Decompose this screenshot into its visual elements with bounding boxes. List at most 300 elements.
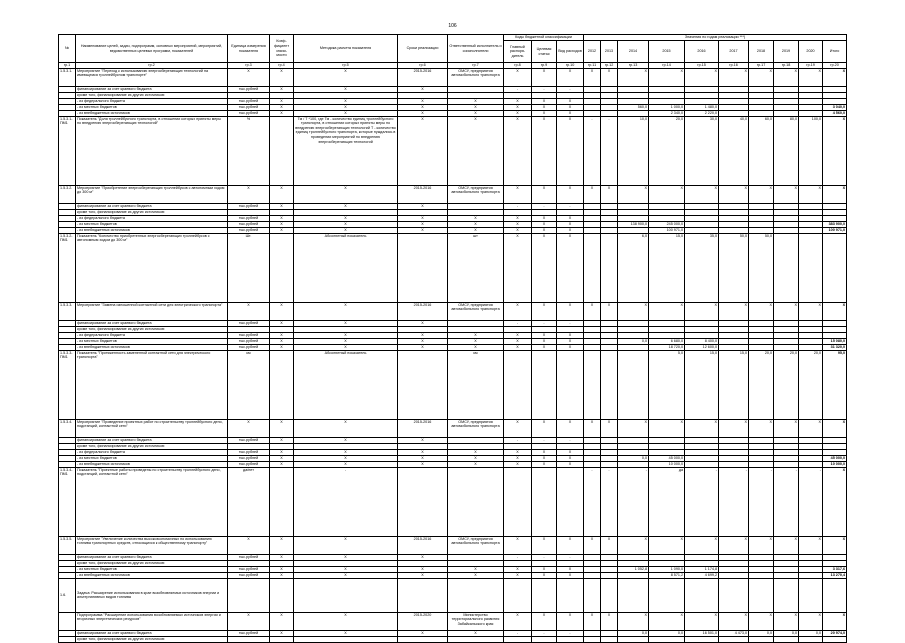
table-cell: X xyxy=(270,302,294,320)
table-cell: финансирование за счет краевого бюджета xyxy=(76,630,228,636)
header-kbk-target: Целевая статья xyxy=(532,41,557,63)
table-cell: X xyxy=(557,227,584,233)
column-number-cell: гр.18 xyxy=(774,63,799,69)
header-kbk-type: Вид расходов xyxy=(557,41,584,63)
table-cell: X xyxy=(228,185,270,203)
table-cell: 8 571,2 xyxy=(649,572,685,578)
table-cell: X xyxy=(557,449,584,455)
program-table xyxy=(58,34,847,643)
table-cell: X xyxy=(448,116,504,185)
header-num: № xyxy=(59,35,76,63)
header-year: 2013 xyxy=(601,41,618,63)
table-cell: X xyxy=(774,419,799,437)
table-cell: тыс.рублей xyxy=(228,110,270,116)
table-cell xyxy=(294,636,398,642)
header-kbk-main: Главный распоря-дитель xyxy=(504,41,532,63)
table-cell: X xyxy=(294,221,398,227)
table-cell: X xyxy=(294,68,398,86)
table-cell: - xyxy=(749,467,774,536)
table-cell xyxy=(398,350,448,419)
table-cell: - из внебюджетных источников xyxy=(76,572,228,578)
table-cell: X xyxy=(270,203,294,209)
table-row xyxy=(59,578,847,612)
table-cell: 0,0 xyxy=(618,630,649,636)
table-cell xyxy=(774,578,799,612)
table-cell: X xyxy=(618,302,649,320)
column-number-cell: гр.7 xyxy=(448,63,504,69)
table-cell xyxy=(270,578,294,612)
table-cell: X xyxy=(799,68,823,86)
table-cell: - xyxy=(557,437,584,443)
table-cell: тыс.рублей xyxy=(228,332,270,338)
table-cell xyxy=(398,467,448,536)
table-cell: X xyxy=(557,233,584,302)
table-cell: - xyxy=(774,467,799,536)
table-cell: X xyxy=(799,612,823,630)
table-cell: - xyxy=(557,203,584,209)
table-cell xyxy=(557,467,584,536)
table-cell xyxy=(823,578,847,612)
column-number-cell: гр.17 xyxy=(749,63,774,69)
table-cell: X xyxy=(398,215,448,221)
header-term: Сроки реализации xyxy=(398,35,448,63)
table-cell: 0,0 xyxy=(774,630,799,636)
table-cell: X xyxy=(557,185,584,203)
table-cell: X xyxy=(532,612,557,630)
table-cell: X xyxy=(270,554,294,560)
table-cell: X xyxy=(398,227,448,233)
table-cell xyxy=(557,350,584,419)
table-cell: X xyxy=(294,203,398,209)
table-cell: 20,0 xyxy=(749,350,774,419)
table-cell: X xyxy=(294,104,398,110)
table-cell: 1.5.3.1-ПМ1 xyxy=(59,116,76,185)
table-cell: - xyxy=(719,467,749,536)
table-cell xyxy=(398,636,448,642)
table-cell: X xyxy=(294,455,398,461)
column-number-cell: гр.20 xyxy=(823,63,847,69)
table-cell: 31 320,0 xyxy=(823,344,847,350)
table-cell: Задача: Расширение использования в крае возобновляемых источников энергии и альтернативных видов топлива xyxy=(76,578,228,612)
table-cell: ОМСУ, предприятия автомобильного транспорта xyxy=(448,302,504,320)
header-name: Наименование целей, задач, подпрограмм, основных мероприятий, мероприятий, ведомственных целевых программ, показателей xyxy=(76,35,228,63)
table-cell: 6,0 xyxy=(618,233,649,302)
table-cell: - xyxy=(504,437,532,443)
table-cell: финансирование за счет краевого бюджета xyxy=(76,86,228,92)
table-cell: X xyxy=(532,332,557,338)
table-cell: X xyxy=(398,116,448,185)
column-number-cell: гр.3 xyxy=(228,63,270,69)
table-cell: X xyxy=(294,554,398,560)
table-cell: X xyxy=(270,437,294,443)
table-cell: X xyxy=(532,185,557,203)
table-cell: 4 473,0 xyxy=(719,630,749,636)
table-cell: X xyxy=(823,612,847,630)
table-cell: 60,0 xyxy=(749,116,774,185)
table-cell: финансирование за счет краевого бюджета xyxy=(76,554,228,560)
table-cell: 6 680,0 xyxy=(649,338,685,344)
table-cell xyxy=(799,578,823,612)
table-cell: X xyxy=(685,185,719,203)
table-cell: X xyxy=(649,536,685,554)
table-cell: X xyxy=(799,536,823,554)
table-cell xyxy=(799,636,823,642)
table-cell: 383 900,0 xyxy=(823,221,847,227)
header-resp: Ответственный исполнитель и соисполнители xyxy=(448,35,504,63)
table-cell: X xyxy=(557,338,584,344)
table-cell: X xyxy=(270,227,294,233)
table-cell: Показатель "Протяженность замененной контактной сети для электрического транспорта" xyxy=(76,350,228,419)
table-cell: X xyxy=(532,233,557,302)
table-cell xyxy=(823,636,847,642)
table-row xyxy=(59,185,847,203)
table-cell: X xyxy=(448,572,504,578)
table-cell xyxy=(719,636,749,642)
table-cell: X xyxy=(601,536,618,554)
table-cell: X xyxy=(557,455,584,461)
table-cell: X xyxy=(749,68,774,86)
table-cell: X xyxy=(685,419,719,437)
table-cell xyxy=(270,350,294,419)
table-cell: X xyxy=(504,233,532,302)
table-cell: X xyxy=(823,536,847,554)
table-cell xyxy=(618,636,649,642)
table-cell: X xyxy=(532,461,557,467)
table-cell: X xyxy=(270,338,294,344)
table-cell: да xyxy=(649,467,685,536)
table-cell: - xyxy=(618,467,649,536)
table-cell: 2015-2016 xyxy=(398,536,448,554)
table-cell: X xyxy=(532,98,557,104)
table-cell: - xyxy=(504,554,532,560)
table-cell: 2 340,0 xyxy=(649,110,685,116)
table-cell: X xyxy=(601,612,618,630)
table-cell: X xyxy=(557,116,584,185)
table-cell: X xyxy=(532,116,557,185)
table-cell: 15,0 xyxy=(685,350,719,419)
table-cell: X xyxy=(649,185,685,203)
table-cell: X xyxy=(685,302,719,320)
table-cell: кроме того, финансирование из других источников: xyxy=(76,92,228,98)
table-cell: кроме того, финансирование из других источников: xyxy=(76,636,228,642)
table-cell: X xyxy=(398,455,448,461)
table-cell: 15,0 xyxy=(649,233,685,302)
table-cell: X xyxy=(504,455,532,461)
table-cell: 45 000,0 xyxy=(649,455,685,461)
table-cell: - из внебюджетных источников xyxy=(76,344,228,350)
table-cell: X xyxy=(823,302,847,320)
table-cell: X xyxy=(618,612,649,630)
table-cell xyxy=(719,578,749,612)
table-cell: - из федерального бюджета xyxy=(76,98,228,104)
column-number-cell: гр.16 xyxy=(719,63,749,69)
table-cell xyxy=(504,578,532,612)
table-cell: X xyxy=(398,221,448,227)
table-cell: Мероприятие "Приобретение энергосберегающих троллейбусов с автономным ходом до 300 м" xyxy=(76,185,228,203)
table-cell xyxy=(448,636,504,642)
table-cell: X xyxy=(448,110,504,116)
table-cell: X xyxy=(294,332,398,338)
column-number-cell: гр.13 xyxy=(618,63,649,69)
table-cell: X xyxy=(774,68,799,86)
table-cell: X xyxy=(532,110,557,116)
table-cell xyxy=(649,578,685,612)
table-cell xyxy=(294,578,398,612)
table-cell xyxy=(618,578,649,612)
table-cell: - xyxy=(557,86,584,92)
table-cell: - xyxy=(504,630,532,636)
table-cell: 1.6. xyxy=(59,578,76,612)
table-cell: шт xyxy=(448,233,504,302)
table-cell xyxy=(532,578,557,612)
table-cell: 35,0 xyxy=(685,233,719,302)
table-cell xyxy=(685,636,719,642)
table-cell: X xyxy=(504,419,532,437)
table-cell: 3 317,6 xyxy=(823,566,847,572)
table-cell xyxy=(504,350,532,419)
table-cell: X xyxy=(294,419,398,437)
table-cell: X xyxy=(557,536,584,554)
table-cell: 10 000,0 xyxy=(649,461,685,467)
table-cell: тыс.рублей xyxy=(228,104,270,110)
table-cell: X xyxy=(504,572,532,578)
table-header xyxy=(59,35,847,69)
table-cell: - из внебюджетных источников xyxy=(76,227,228,233)
table-cell: 0,0 xyxy=(618,338,649,344)
header-year: 2019 xyxy=(774,41,799,63)
table-row xyxy=(59,116,847,185)
table-cell: X xyxy=(685,612,719,630)
table-cell: 20,0 xyxy=(649,116,685,185)
table-cell: X xyxy=(601,185,618,203)
table-cell xyxy=(398,233,448,302)
table-cell: X xyxy=(774,302,799,320)
table-cell: X xyxy=(398,554,448,560)
table-cell: X xyxy=(448,455,504,461)
table-cell: X xyxy=(557,104,584,110)
table-cell: - из местных бюджетов xyxy=(76,338,228,344)
table-cell xyxy=(774,636,799,642)
column-number-cell: гр.15 xyxy=(685,63,719,69)
table-cell: 20,0 xyxy=(774,350,799,419)
table-cell: X xyxy=(557,221,584,227)
table-cell: - xyxy=(532,320,557,326)
table-cell: X xyxy=(270,461,294,467)
table-cell: X xyxy=(504,612,532,630)
table-cell: X xyxy=(532,536,557,554)
column-number-cell: гр.14 xyxy=(649,63,685,69)
table-cell: - из местных бюджетов xyxy=(76,221,228,227)
table-cell: тыс.рублей xyxy=(228,320,270,326)
table-cell: км xyxy=(228,350,270,419)
table-cell: - из федерального бюджета xyxy=(76,332,228,338)
table-cell: Шт. xyxy=(228,233,270,302)
table-cell: X xyxy=(294,185,398,203)
table-row xyxy=(59,467,847,536)
column-number-cell: гр.8 xyxy=(504,63,532,69)
table-cell: X xyxy=(228,302,270,320)
table-cell: - xyxy=(532,630,557,636)
table-cell xyxy=(532,636,557,642)
table-cell: тыс.рублей xyxy=(228,572,270,578)
header-method: Методика расчета показателя xyxy=(294,35,398,63)
table-cell: X xyxy=(398,572,448,578)
table-cell: - из внебюджетных источников xyxy=(76,461,228,467)
table-cell: X xyxy=(719,68,749,86)
table-cell: X xyxy=(448,104,504,110)
table-cell: X xyxy=(270,572,294,578)
table-cell xyxy=(270,233,294,302)
table-cell: 100,0 xyxy=(799,116,823,185)
table-cell xyxy=(584,636,601,642)
table-cell: Абсолютный показатель xyxy=(294,350,398,419)
table-cell: X xyxy=(448,630,504,636)
table-cell: X xyxy=(504,215,532,221)
table-cell: X xyxy=(448,566,504,572)
table-cell: тыс.рублей xyxy=(228,344,270,350)
table-cell: X xyxy=(398,461,448,467)
table-cell: да/нет xyxy=(228,467,270,536)
table-cell: тыс.рублей xyxy=(228,215,270,221)
table-cell: 15 080,0 xyxy=(823,338,847,344)
table-cell: X xyxy=(557,302,584,320)
table-cell: X xyxy=(270,68,294,86)
table-cell: X xyxy=(448,344,504,350)
column-number-cell: гр.6 xyxy=(398,63,448,69)
table-cell: X xyxy=(557,344,584,350)
table-cell xyxy=(59,612,76,630)
table-cell: тыс.рублей xyxy=(228,203,270,209)
table-cell: X xyxy=(504,98,532,104)
table-cell: X xyxy=(398,338,448,344)
column-number-cell: гр.4 xyxy=(270,63,294,69)
column-number-cell: гр.12 xyxy=(601,63,618,69)
table-cell: X xyxy=(398,332,448,338)
column-number-cell: гр.5 xyxy=(294,63,398,69)
table-cell: X xyxy=(294,98,398,104)
table-cell: X xyxy=(532,566,557,572)
table-cell xyxy=(59,636,76,642)
table-cell: X xyxy=(532,338,557,344)
table-cell: X xyxy=(504,332,532,338)
table-cell: 2 220,0 xyxy=(685,110,719,116)
table-cell: 0,0 xyxy=(749,630,774,636)
header-year: 2014 xyxy=(618,41,649,63)
table-cell xyxy=(557,636,584,642)
table-cell: X xyxy=(270,185,294,203)
table-cell: 2015-2016 xyxy=(398,68,448,86)
table-cell: кроме того, финансирование из других источников: xyxy=(76,560,228,566)
table-cell: 30,0 xyxy=(685,116,719,185)
table-cell: - из местных бюджетов xyxy=(76,104,228,110)
table-cell: X xyxy=(774,536,799,554)
header-total: Итого xyxy=(823,41,847,63)
header-unit: Единица измерения показателя xyxy=(228,35,270,63)
table-cell: X xyxy=(294,461,398,467)
table-cell: 1.5.3.1. xyxy=(59,68,76,86)
table-row xyxy=(59,536,847,554)
table-cell: тыс.рублей xyxy=(228,455,270,461)
table-cell: 10 000,0 xyxy=(823,461,847,467)
table-cell: финансирование за счет краевого бюджета xyxy=(76,437,228,443)
table-row xyxy=(59,350,847,419)
table-cell: X xyxy=(504,68,532,86)
table-row xyxy=(59,302,847,320)
table-cell: X xyxy=(719,302,749,320)
table-cell: X xyxy=(270,86,294,92)
table-cell: ОМСУ, предприятия автомобильного транспорта xyxy=(448,419,504,437)
table-cell: X xyxy=(270,419,294,437)
table-cell: X xyxy=(398,110,448,116)
table-cell: X xyxy=(601,419,618,437)
table-cell: X xyxy=(398,449,448,455)
table-cell: Мероприятие "Замена изношенной контактной сети для электрического транспорта" xyxy=(76,302,228,320)
table-cell: X xyxy=(799,419,823,437)
table-cell: X xyxy=(398,437,448,443)
table-cell: X xyxy=(270,455,294,461)
table-cell: X xyxy=(504,344,532,350)
header-year: 2012 xyxy=(584,41,601,63)
table-cell: X xyxy=(398,566,448,572)
table-cell: тыс.рублей xyxy=(228,221,270,227)
table-cell: X xyxy=(557,566,584,572)
table-cell: - xyxy=(685,467,719,536)
table-cell: X xyxy=(557,461,584,467)
table-cell xyxy=(799,233,823,302)
table-cell xyxy=(749,636,774,642)
table-cell: X xyxy=(448,332,504,338)
table-cell: X xyxy=(749,612,774,630)
table-cell: - xyxy=(601,467,618,536)
table-cell: X xyxy=(532,104,557,110)
table-cell: X xyxy=(504,185,532,203)
table-cell: 1 174,8 xyxy=(685,566,719,572)
column-number-cell: гр.11 xyxy=(584,63,601,69)
table-cell: X xyxy=(774,612,799,630)
table-cell xyxy=(823,233,847,302)
table-cell: 1.5.3.4-ПМ1 xyxy=(59,467,76,536)
table-cell: Показатель "Доля троллейбусного транспорта, в отношении которых приняты меры по внедрению энергосберегающих технологий" xyxy=(76,116,228,185)
table-cell: X xyxy=(557,98,584,104)
table-cell: - xyxy=(799,467,823,536)
table-cell: X xyxy=(270,104,294,110)
table-cell: X xyxy=(228,612,270,630)
header-values: Значения по годам реализации ***) xyxy=(584,35,847,41)
table-cell: X xyxy=(749,536,774,554)
table-cell: X xyxy=(557,612,584,630)
table-cell: X xyxy=(448,449,504,455)
table-cell: - xyxy=(557,320,584,326)
table-cell: - xyxy=(557,554,584,560)
table-cell: X xyxy=(504,110,532,116)
table-cell: 1.5.3.5. xyxy=(59,536,76,554)
table-cell: X xyxy=(557,215,584,221)
table-cell: X xyxy=(270,332,294,338)
table-row xyxy=(59,419,847,437)
table-cell: Показатель "Количество приобретенных энергосберегающих троллейбусов с автономным ходом до 300 м" xyxy=(76,233,228,302)
table-cell: Подпрограмма "Расширение использования возобновляемых источников энергии и вторичных энергетических ресурсов" xyxy=(76,612,228,630)
table-cell: X xyxy=(584,185,601,203)
table-cell: - из местных бюджетов xyxy=(76,566,228,572)
table-cell: 1 090,0 xyxy=(649,566,685,572)
table-cell xyxy=(504,636,532,642)
table-cell: финансирование за счет краевого бюджета xyxy=(76,203,228,209)
table-cell: X xyxy=(448,461,504,467)
table-cell: X xyxy=(294,227,398,233)
table-cell: X xyxy=(774,185,799,203)
table-cell: X xyxy=(823,68,847,86)
table-cell: X xyxy=(398,344,448,350)
